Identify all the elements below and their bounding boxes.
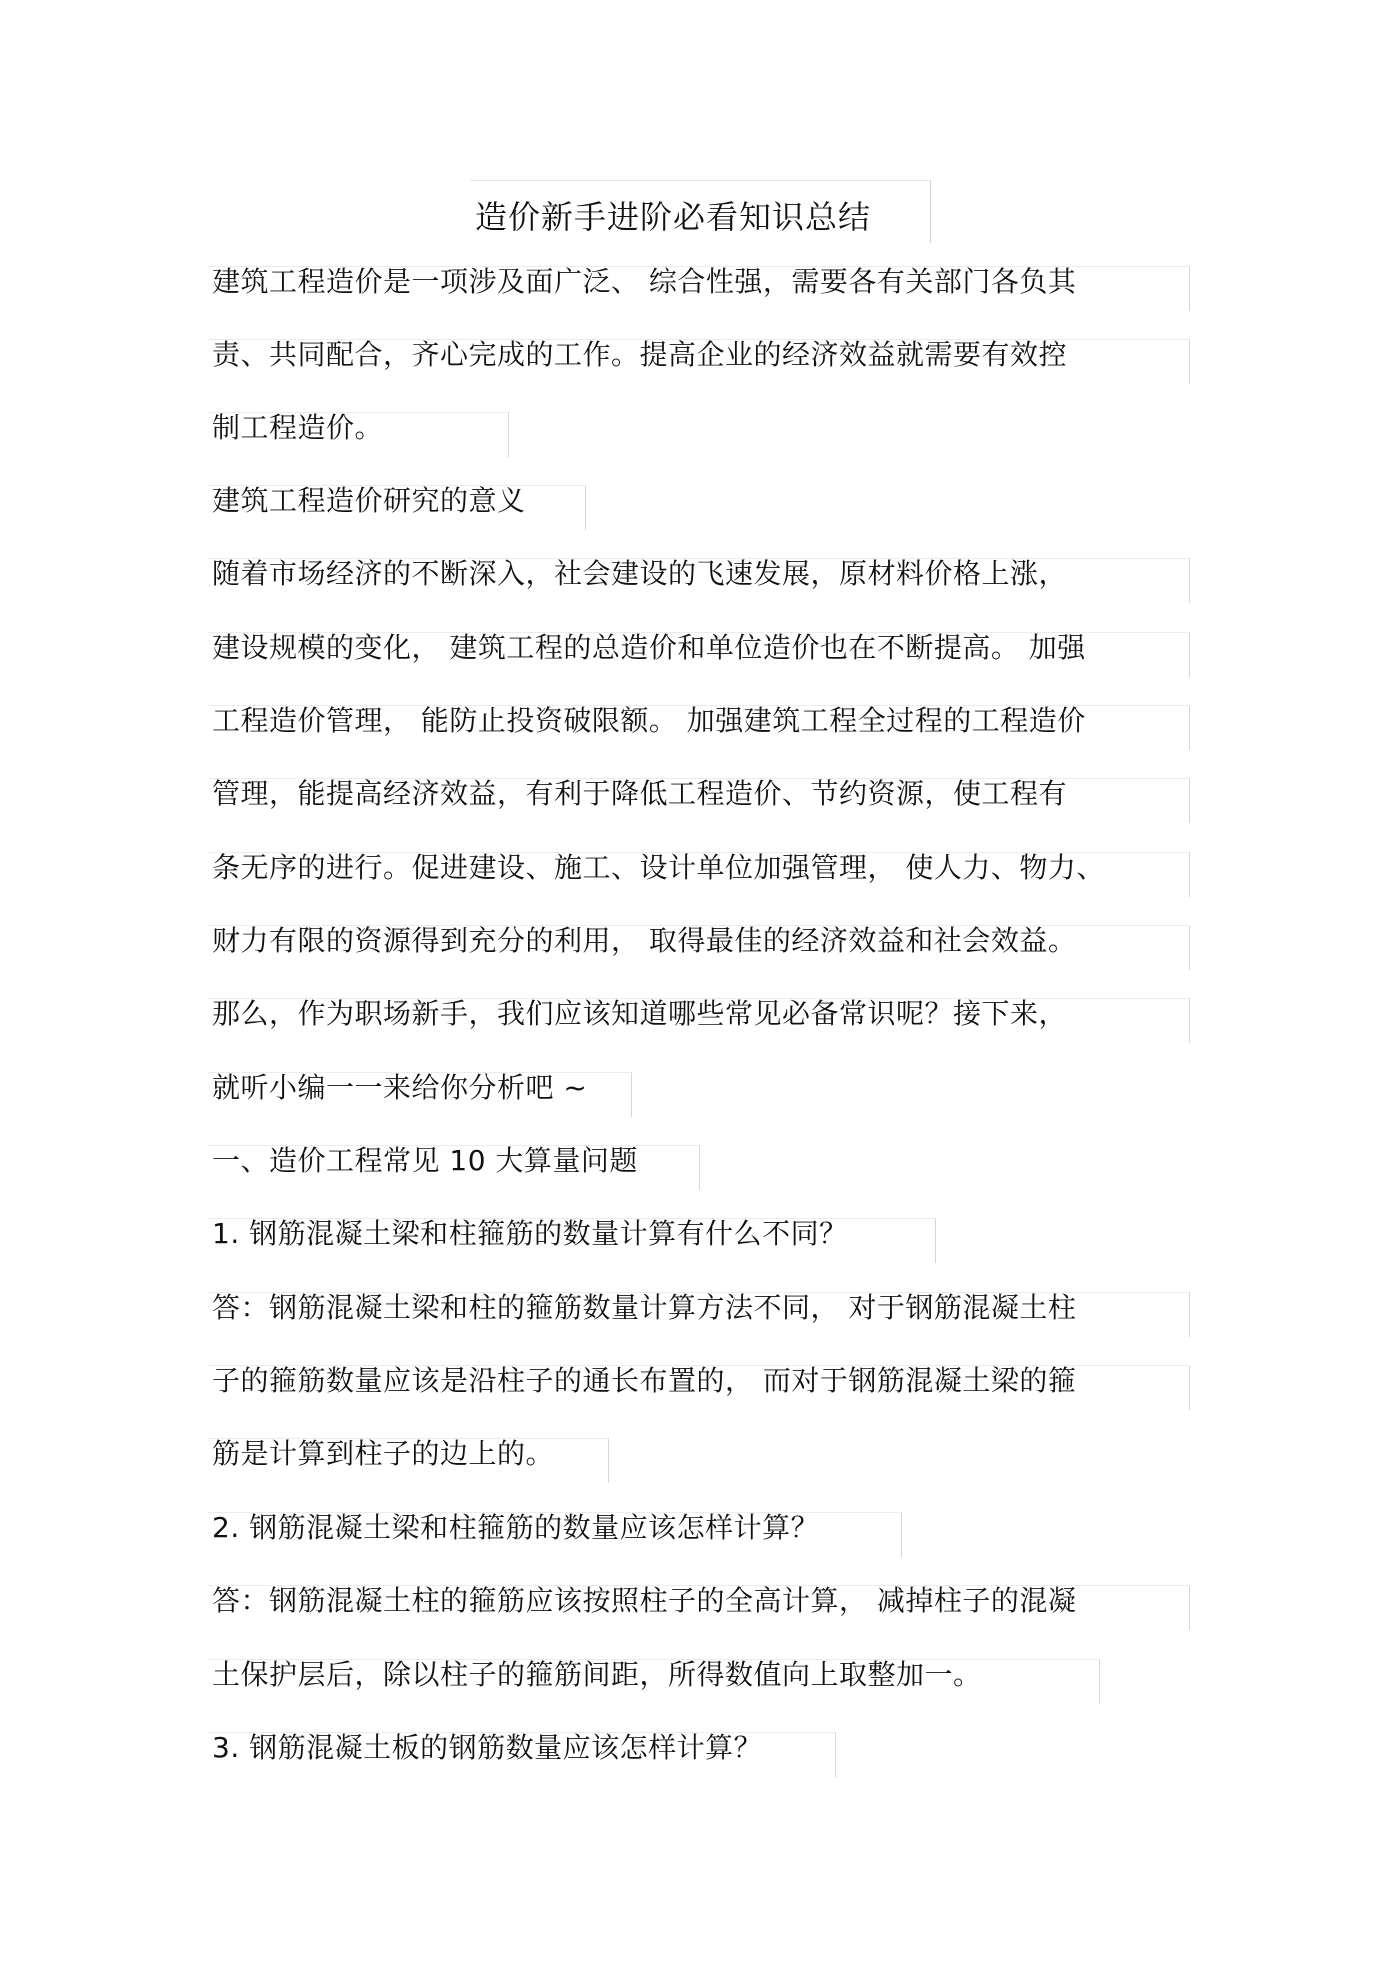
text-line: 制工程造价。 bbox=[212, 411, 384, 444]
text-line: 建筑工程造价是一项涉及面广泛、 综合性强，需要各有关部门各负其 bbox=[212, 265, 1077, 298]
section-heading: 一、造价工程常见 10 大算量问题 bbox=[212, 1144, 638, 1177]
document-title: 造价新手进阶必看知识总结 bbox=[475, 198, 872, 236]
question-line: 2. 钢筋混凝土梁和柱箍筋的数量应该怎样计算？ bbox=[212, 1511, 820, 1544]
text-line: 土保护层后，除以柱子的箍筋间距，所得数值向上取整加一。 bbox=[212, 1658, 982, 1691]
text-line: 责、共同配合，齐心完成的工作。提高企业的经济效益就需要有效控 bbox=[212, 338, 1068, 371]
text-line: 工程造价管理， 能防止投资破限额。 加强建筑工程全过程的工程造价 bbox=[212, 704, 1086, 737]
question-line: 3. 钢筋混凝土板的钢筋数量应该怎样计算？ bbox=[212, 1731, 763, 1764]
question-line: 1. 钢筋混凝土梁和柱箍筋的数量计算有什么不同？ bbox=[212, 1217, 848, 1250]
text-line: 建设规模的变化， 建筑工程的总造价和单位造价也在不断提高。 加强 bbox=[212, 631, 1086, 664]
text-line: 随着市场经济的不断深入，社会建设的飞速发展，原材料价格上涨， bbox=[212, 557, 1068, 590]
text-line: 条无序的进行。促进建设、施工、设计单位加强管理， 使人力、物力、 bbox=[212, 851, 1105, 884]
text-line: 那么，作为职场新手，我们应该知道哪些常见必备常识呢？接下来， bbox=[212, 997, 1068, 1030]
text-line: 就听小编一一来给你分析吧 ~ bbox=[212, 1071, 588, 1104]
text-line: 财力有限的资源得到充分的利用， 取得最佳的经济效益和社会效益。 bbox=[212, 924, 1077, 957]
text-line: 筋是计算到柱子的边上的。 bbox=[212, 1437, 555, 1470]
section-heading: 建筑工程造价研究的意义 bbox=[212, 484, 526, 517]
text-line: 子的箍筋数量应该是沿柱子的通长布置的， 而对于钢筋混凝土梁的箍 bbox=[212, 1364, 1077, 1397]
text-line: 管理，能提高经济效益，有利于降低工程造价、节约资源，使工程有 bbox=[212, 777, 1068, 810]
text-line: 答：钢筋混凝土梁和柱的箍筋数量计算方法不同， 对于钢筋混凝土柱 bbox=[212, 1291, 1077, 1324]
text-line: 答：钢筋混凝土柱的箍筋应该按照柱子的全高计算， 减掉柱子的混凝 bbox=[212, 1584, 1077, 1617]
